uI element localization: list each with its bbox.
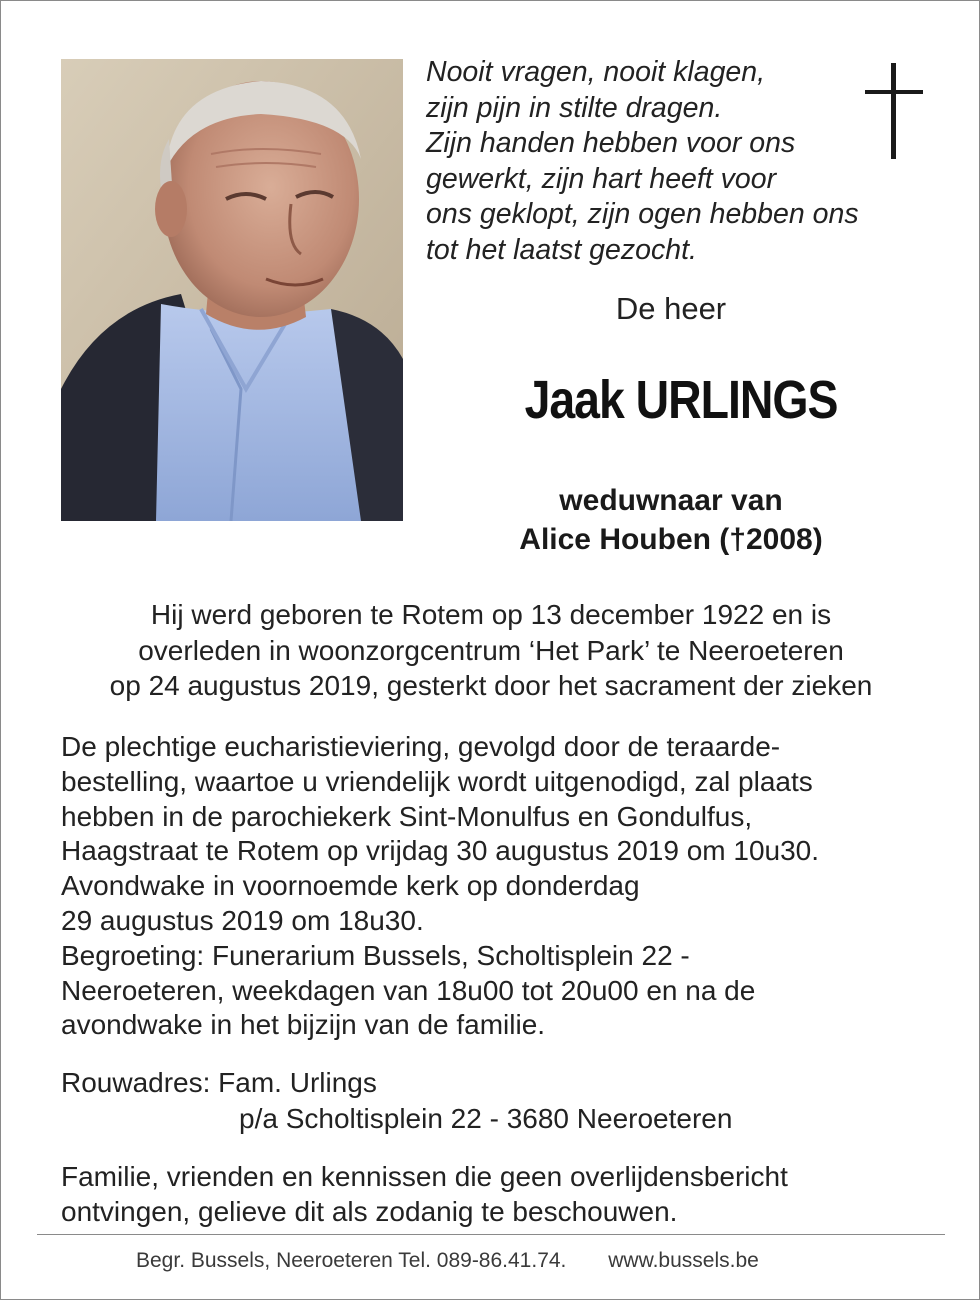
notice-line: Familie, vrienden en kennissen die geen overlijdensbericht (61, 1161, 788, 1192)
spouse-line: weduwnaar van (559, 484, 783, 517)
notice (61, 1159, 941, 1229)
birth-death-line: op 24 augustus 2019, gesterkt door het sacrament der zieken (109, 670, 873, 701)
deceased-name: Jaak URLINGS (524, 370, 838, 430)
ceremony-line: 29 augustus 2019 om 18u30. (61, 904, 424, 936)
mourning-address (61, 1065, 941, 1137)
address-line: p/a Scholtisplein 22 - 3680 Neeroeteren (239, 1103, 733, 1134)
undertaker-contact: Begr. Bussels, Neeroeteren Tel. 089-86.41.74. (136, 1249, 567, 1272)
birth-death-info (41, 597, 941, 704)
birth-death-line: Hij werd geboren te Rotem op 13 december 1922 en is (150, 599, 832, 630)
ceremony-line: Haagstraat te Rotem op vrijdag 30 augustus 2019 om 10u30. (61, 835, 820, 867)
ceremony-line: Avondwake in voornoemde kerk op donderdag (61, 870, 640, 902)
ceremony-info (61, 730, 941, 1043)
salutation: De heer (615, 291, 727, 326)
poem-line: Nooit vragen, nooit klagen, (426, 56, 766, 88)
footer (136, 1249, 936, 1273)
ceremony-line: hebben in de parochiekerk Sint-Monulfus en Gondulfus, (61, 800, 753, 832)
ceremony-line: avondwake in het bijzijn van de familie. (61, 1009, 546, 1041)
spouse-line: Alice Houben (†2008) (519, 523, 823, 556)
poem (426, 55, 876, 268)
ceremony-line: De plechtige eucharistieviering, gevolgd door de teraarde- (61, 731, 781, 762)
address-line: Rouwadres: Fam. Urlings (61, 1067, 377, 1098)
cross-icon (865, 63, 923, 159)
notice-line: ontvingen, gelieve dit als zodanig te beschouwen. (61, 1196, 678, 1227)
portrait-image (61, 59, 403, 521)
ceremony-line: Begroeting: Funerarium Bussels, Scholtisplein 22 - (61, 939, 690, 971)
poem-line: gewerkt, zijn hart heeft voor (426, 162, 777, 195)
footer-divider (37, 1234, 945, 1235)
spouse-info (431, 481, 911, 559)
poem-line: ons geklopt, zijn ogen hebben ons (426, 198, 859, 230)
poem-line: tot het laatst gezocht. (426, 233, 697, 266)
ceremony-line: bestelling, waartoe u vriendelijk wordt uitgenodigd, zal plaats (61, 765, 813, 797)
website-link[interactable]: www.bussels.be (608, 1249, 759, 1272)
poem-line: Zijn handen hebben voor ons (426, 127, 796, 159)
poem-line: zijn pijn in stilte dragen. (426, 91, 723, 124)
ceremony-line: Neeroeteren, weekdagen van 18u00 tot 20u00 en na de (61, 974, 756, 1006)
portrait-photo (61, 59, 403, 521)
birth-death-line: overleden in woonzorgcentrum ‘Het Park’ te Neeroeteren (138, 634, 844, 666)
